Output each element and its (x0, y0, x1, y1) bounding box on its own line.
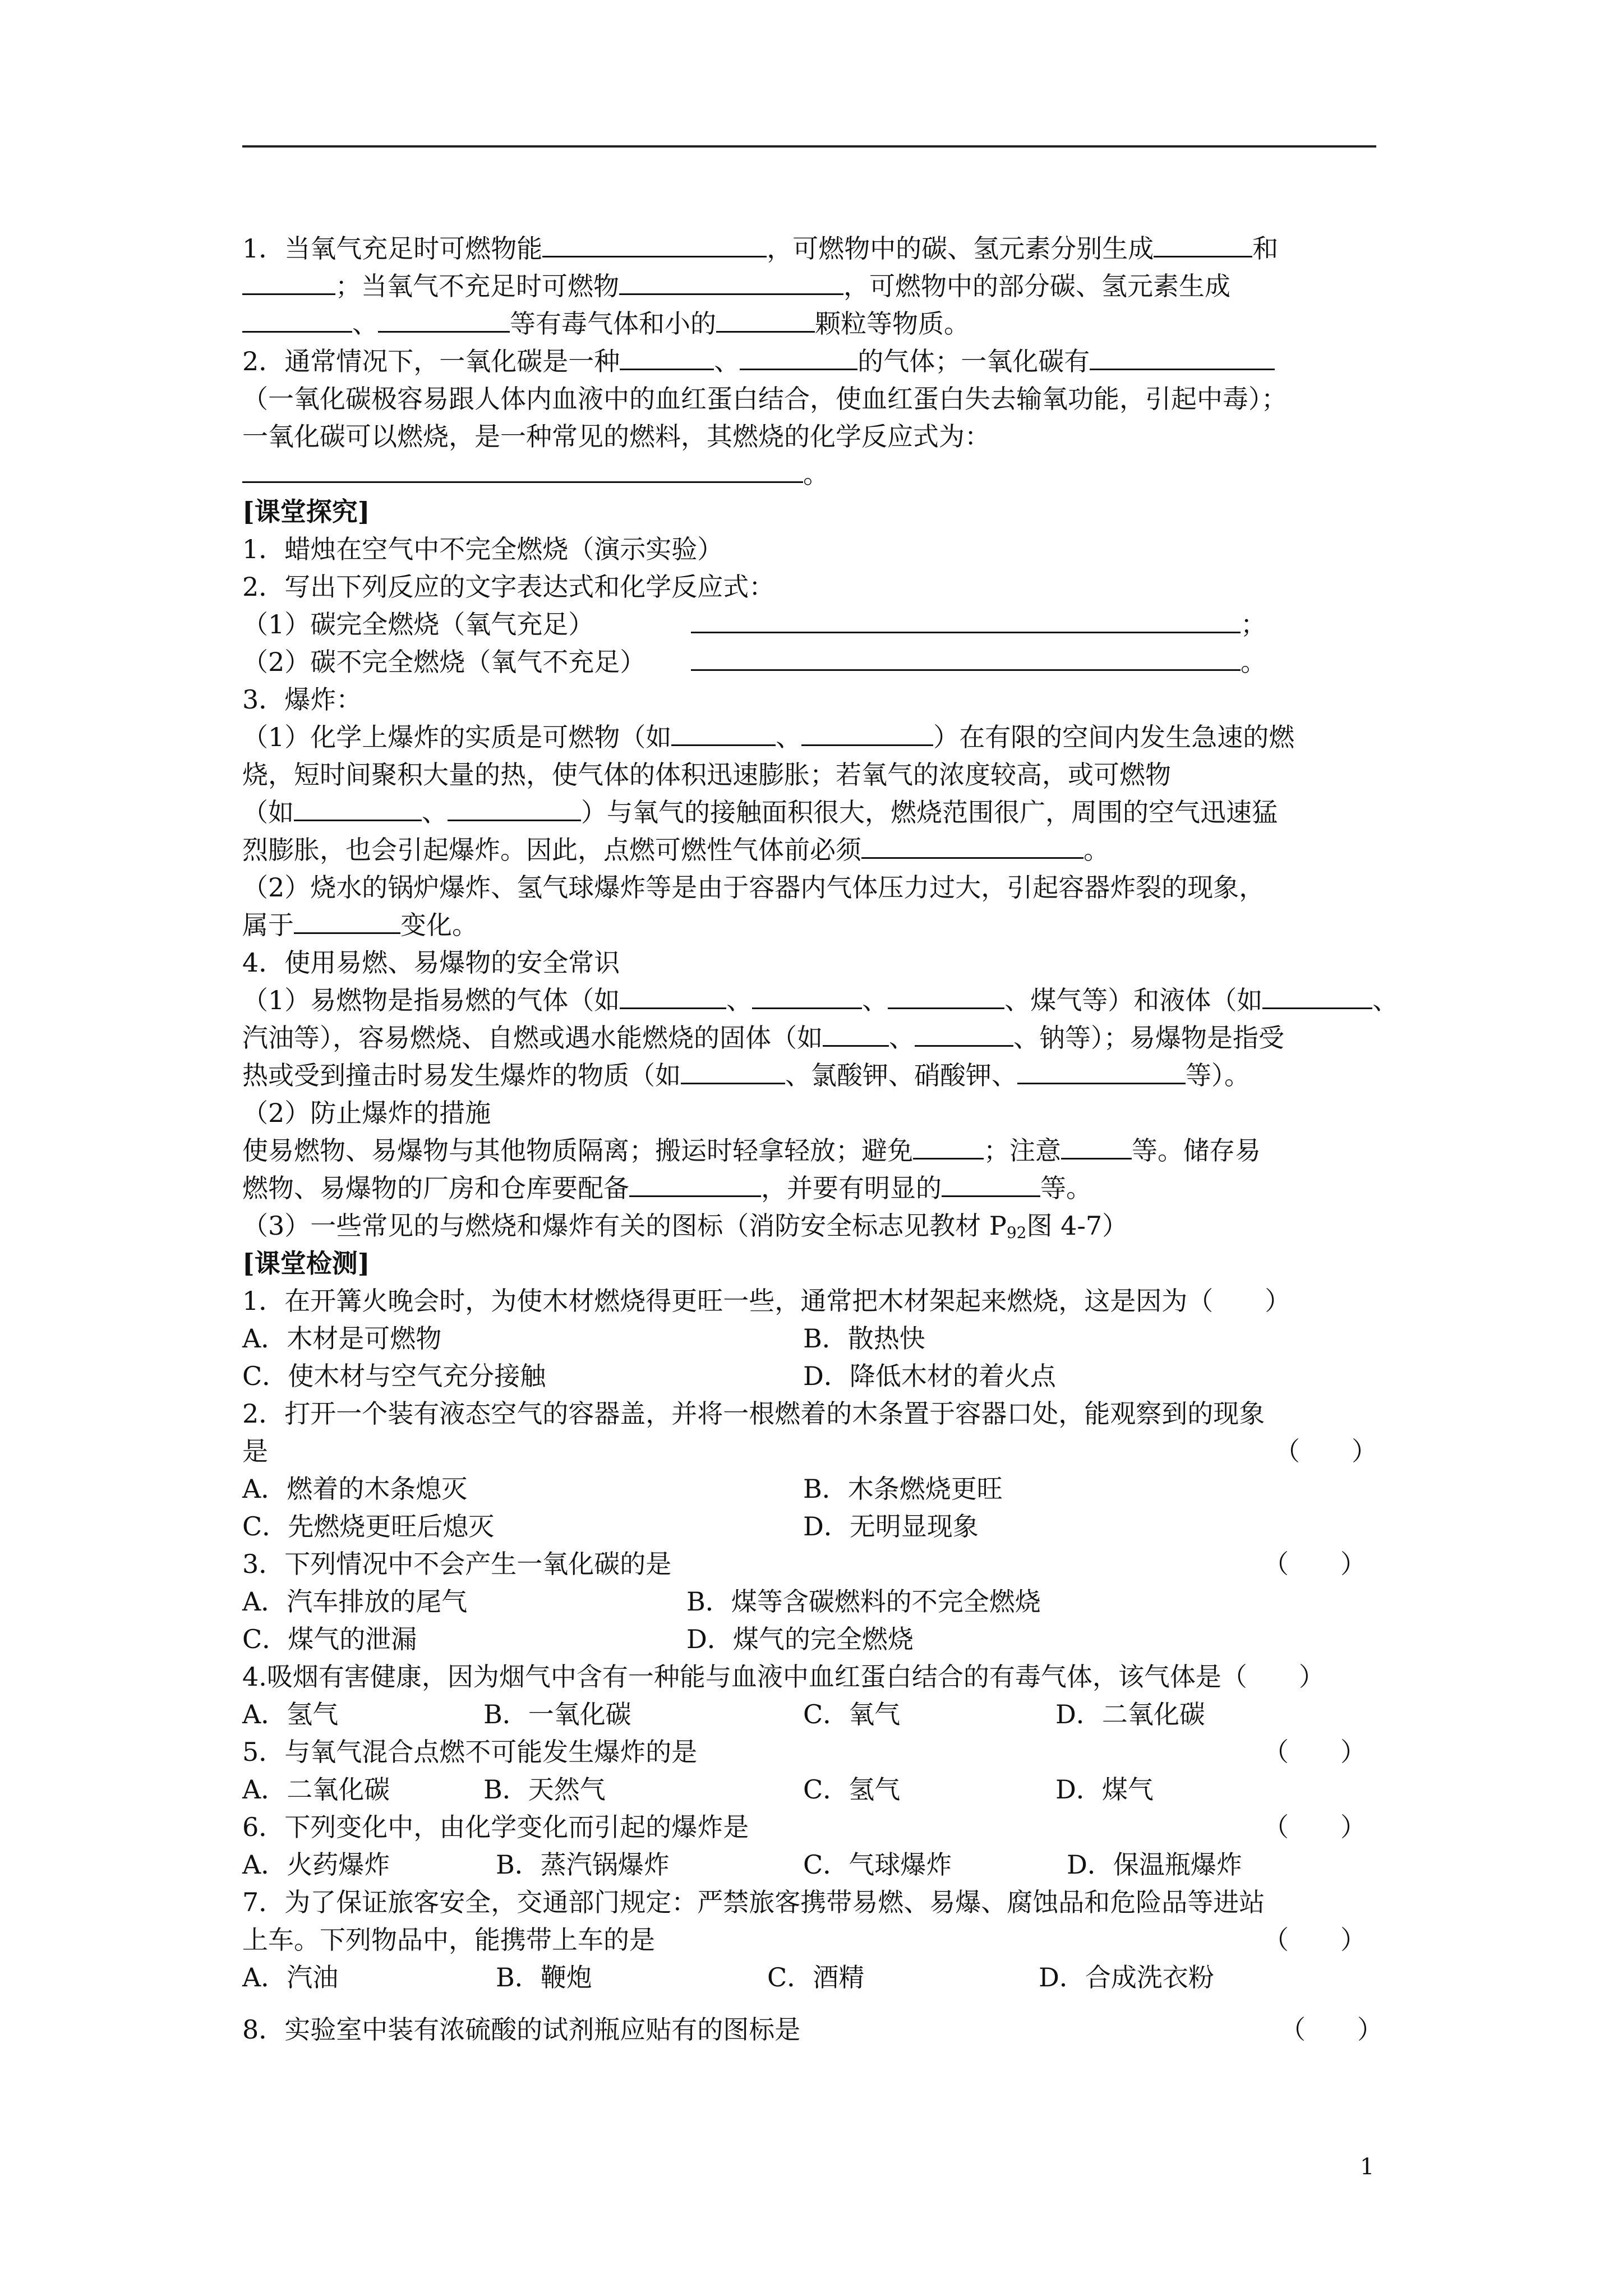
text: 。 (1083, 835, 1109, 865)
option-a[interactable]: A．汽油 (242, 1962, 339, 1993)
fill-blank[interactable] (671, 720, 776, 746)
text: 、钠等）；易爆物是指受 (1013, 1023, 1284, 1053)
text-line (242, 719, 1504, 756)
text-line (242, 455, 1504, 493)
text: 2．通常情况下，一氧化碳是一种 (242, 346, 620, 376)
text: 。 (1241, 647, 1266, 677)
fill-blank[interactable] (691, 607, 1241, 633)
text: 等。 (1040, 1173, 1092, 1203)
fill-blank[interactable] (294, 908, 400, 934)
text: 、氯酸钾、硝酸钾、 (785, 1060, 1017, 1091)
text: 。 (803, 459, 829, 489)
text: 的气体；一氧化碳有 (857, 346, 1090, 376)
fill-blank[interactable] (681, 1058, 785, 1084)
fill-blank[interactable] (448, 795, 581, 821)
text: （1）易燃物是指易燃的气体（如 (242, 985, 620, 1015)
text: 、 (726, 985, 753, 1015)
fill-blank[interactable] (620, 983, 726, 1009)
fill-blank[interactable] (542, 231, 767, 257)
text-line (242, 531, 1504, 568)
text-line (242, 305, 1504, 343)
fill-blank[interactable] (801, 720, 933, 746)
text-line (242, 1057, 1504, 1094)
option-b[interactable]: B．鞭炮 (496, 1962, 592, 1993)
page-number: 1 (1360, 2154, 1375, 2180)
text-line (242, 831, 1504, 869)
options-row (242, 1771, 1504, 1809)
text: 等。储存易 (1132, 1135, 1261, 1166)
option-b[interactable]: B．木条燃烧更旺 (803, 1474, 1003, 1504)
section-heading (242, 1245, 1504, 1282)
fill-blank[interactable] (942, 1171, 1040, 1197)
question (242, 2011, 1504, 2049)
answer-parentheses[interactable]: （ ） (1263, 1812, 1366, 1842)
text: 使易燃物、易爆物与其他物质隔离；搬运时轻拿轻放；避免 (242, 1135, 913, 1166)
text-line (242, 268, 1504, 305)
text: 2．写出下列反应的文字表达式和化学反应式： (242, 572, 775, 602)
question (242, 1433, 1504, 1470)
options-row (242, 1358, 1504, 1395)
option-a[interactable]: A．氢气 (242, 1699, 339, 1729)
text: 、 (352, 309, 378, 339)
text-line (242, 1170, 1504, 1207)
text: 等）。 (1186, 1060, 1250, 1091)
option-d[interactable]: D．二氧化碳 (1055, 1699, 1205, 1729)
text: 和 (1252, 233, 1279, 264)
question (242, 1545, 1504, 1583)
section-title: [课堂检测] (242, 1248, 370, 1278)
text: 颗粒等物质。 (815, 309, 970, 339)
question-text: 1．在开篝火晚会时，为使木材燃烧得更旺一些，通常把木材架起来燃烧，这是因为（ ） (242, 1286, 1291, 1316)
question-text: 5．与氧气混合点燃不可能发生爆炸的是 (242, 1737, 698, 1767)
question-text: 8．实验室中装有浓硫酸的试剂瓶应贴有的图标是 (242, 2014, 801, 2045)
option-b[interactable]: B．一氧化碳 (483, 1699, 631, 1729)
text: （如 (242, 797, 294, 827)
fill-blank[interactable] (915, 1020, 1013, 1047)
text: 、 (422, 797, 448, 827)
option-a[interactable]: A．木材是可燃物 (242, 1323, 442, 1354)
fill-blank[interactable] (619, 269, 843, 295)
question-text: 3．下列情况中不会产生一氧化碳的是 (242, 1549, 672, 1579)
text-line (242, 1094, 1504, 1132)
text: （2）烧水的锅炉爆炸、氢气球爆炸等是由于容器内气体压力过大，引起容器炸裂的现象， (242, 872, 1265, 903)
text: 烈膨胀，也会引起爆炸。因此，点燃可燃性气体前必须 (242, 835, 861, 865)
fill-blank[interactable] (861, 832, 1083, 859)
text-line (242, 343, 1504, 380)
answer-parentheses[interactable]: （ ） (1263, 1549, 1366, 1579)
option-c[interactable]: C．使木材与空气充分接触 (242, 1361, 546, 1391)
text: 、 (776, 722, 802, 752)
text: （一氧化碳极容易跟人体内血液中的血红蛋白结合，使血红蛋白失去输氧功能，引起中毒）； (242, 384, 1287, 414)
question (242, 1809, 1504, 1846)
option-d[interactable]: D．保温瓶爆炸 (1067, 1849, 1242, 1880)
text: 图 4-7） (1026, 1211, 1128, 1241)
text: ；注意 (984, 1135, 1061, 1166)
text: 烧，短时间聚积大量的热，使气体的体积迅速膨胀；若氧气的浓度较高，或可燃物 (242, 760, 1171, 790)
fill-blank[interactable] (888, 983, 1004, 1009)
fill-blank[interactable] (716, 306, 815, 333)
text: 1．蜡烛在空气中不完全燃烧（演示实验） (242, 534, 723, 564)
question-text: 6．下列变化中，由化学变化而引起的爆炸是 (242, 1812, 749, 1842)
option-b[interactable]: B．蒸汽锅爆炸 (496, 1849, 670, 1880)
fill-blank[interactable] (913, 1133, 984, 1159)
text: 、 (714, 346, 740, 376)
text: 、 (1372, 985, 1399, 1015)
option-c[interactable]: C．氧气 (803, 1699, 901, 1729)
option-a[interactable]: A．二氧化碳 (242, 1774, 390, 1805)
answer-parentheses[interactable]: （ ） (1263, 1737, 1366, 1767)
text-line (242, 756, 1504, 794)
text: 、 (862, 985, 888, 1015)
text: 4．使用易燃、易爆物的安全常识 (242, 947, 620, 978)
text: （2）防止爆炸的措施 (242, 1098, 491, 1128)
fill-blank[interactable] (620, 344, 714, 370)
question (242, 1658, 1504, 1696)
question (242, 1733, 1504, 1771)
text: 等有毒气体和小的 (510, 309, 716, 339)
text: ； (1241, 609, 1266, 639)
text: ，可燃物中的碳、氢元素分别生成 (767, 233, 1154, 264)
text: 热或受到撞击时易发生爆炸的物质（如 (242, 1060, 681, 1091)
fill-blank[interactable] (294, 795, 422, 821)
option-b[interactable]: B．散热快 (803, 1323, 925, 1354)
text-line (242, 606, 1504, 643)
options-row (242, 1470, 1504, 1508)
fill-blank[interactable] (1154, 231, 1252, 257)
text-line (242, 230, 1504, 268)
answer-parentheses[interactable]: （ ） (1274, 1436, 1377, 1466)
question-text: 2．打开一个装有液态空气的容器盖，并将一根燃着的木条置于容器口处，能观察到的现象 (242, 1398, 1265, 1429)
text-line (242, 982, 1504, 1019)
option-d[interactable]: D．降低木材的着火点 (803, 1361, 1056, 1391)
fill-blank[interactable] (1090, 344, 1275, 370)
text: （1）化学上爆炸的实质是可燃物（如 (242, 722, 672, 752)
option-d[interactable]: D．煤气的完全燃烧 (686, 1624, 914, 1654)
page-subscript: 92 (1006, 1223, 1027, 1242)
option-c[interactable]: C．氢气 (803, 1774, 901, 1805)
question (242, 1921, 1504, 1959)
text-line (242, 869, 1504, 907)
section-heading (242, 493, 1504, 531)
text: 燃物、易爆物的厂房和仓库要配备 (242, 1173, 629, 1203)
text: 一氧化碳可以燃烧，是一种常见的燃料，其燃烧的化学反应式为： (242, 421, 990, 452)
options-row (242, 1508, 1504, 1545)
text: 属于 (242, 910, 294, 940)
options-row (242, 1846, 1504, 1884)
question-text: 7．为了保证旅客安全，交通部门规定：严禁旅客携带易燃、易爆、腐蚀品和危险品等进站 (242, 1887, 1265, 1917)
text-line (242, 1132, 1504, 1170)
text: ）与氧气的接触面积很大，燃烧范围很广，周围的空气迅速猛 (581, 797, 1278, 827)
option-a[interactable]: A．汽车排放的尾气 (242, 1586, 468, 1617)
text-line (242, 907, 1504, 944)
options-row (242, 1621, 1504, 1658)
worksheet-body (242, 230, 1504, 2049)
text-line (242, 568, 1504, 606)
options-row (242, 1696, 1504, 1733)
option-a[interactable]: A．燃着的木条熄灭 (242, 1474, 468, 1504)
text: 变化。 (400, 910, 478, 940)
text: 1．当氧气充足时可燃物能 (242, 233, 543, 264)
question (242, 1395, 1504, 1433)
answer-parentheses[interactable]: （ ） (1280, 2014, 1383, 2045)
text-line (242, 944, 1504, 982)
option-d[interactable]: D．无明显现象 (803, 1511, 979, 1542)
fill-blank[interactable] (740, 344, 857, 370)
options-row (242, 1959, 1504, 1996)
text: （2）碳不完全燃烧（氧气不充足） (242, 647, 646, 677)
text-line (242, 643, 1504, 681)
fill-blank[interactable] (752, 983, 862, 1009)
text-line (242, 380, 1504, 418)
options-row (242, 1583, 1504, 1621)
text: （1）碳完全燃烧（氧气充足） (242, 609, 594, 639)
fill-blank[interactable] (242, 457, 803, 483)
option-b[interactable]: B．煤等含碳燃料的不完全燃烧 (686, 1586, 1041, 1617)
text: ）在有限的空间内发生急速的燃 (933, 722, 1295, 752)
fill-blank[interactable] (1262, 983, 1372, 1009)
option-c[interactable]: C．气球爆炸 (803, 1849, 952, 1880)
fill-blank[interactable] (242, 269, 335, 295)
option-c[interactable]: C．煤气的泄漏 (242, 1624, 417, 1654)
fill-blank[interactable] (823, 1020, 889, 1047)
fill-blank[interactable] (691, 645, 1241, 671)
option-d[interactable]: D．合成洗衣粉 (1039, 1962, 1214, 1993)
option-b[interactable]: B．天然气 (483, 1774, 606, 1805)
text: 汽油等），容易燃烧、自燃或遇水能燃烧的固体（如 (242, 1023, 823, 1053)
option-c[interactable]: C．酒精 (767, 1962, 865, 1993)
text-line (242, 418, 1504, 455)
fill-blank[interactable] (242, 306, 352, 333)
text: 、 (889, 1023, 915, 1053)
text: ；当氧气不充足时可燃物 (335, 271, 619, 301)
text: 3．爆炸： (242, 684, 362, 715)
fill-blank[interactable] (1061, 1133, 1132, 1159)
options-row (242, 1320, 1504, 1358)
question (242, 1884, 1504, 1921)
section-title: [课堂探究] (242, 496, 370, 527)
answer-parentheses[interactable]: （ ） (1263, 1925, 1366, 1955)
fill-blank[interactable] (629, 1171, 761, 1197)
option-d[interactable]: D．煤气 (1055, 1774, 1154, 1805)
text: ，并要有明显的 (761, 1173, 942, 1203)
text-line (242, 681, 1504, 719)
text: 、煤气等）和液体（如 (1004, 985, 1263, 1015)
text-line (242, 794, 1504, 831)
header-rule (242, 145, 1376, 148)
question-text: 4.吸烟有害健康，因为烟气中含有一种能与血液中血红蛋白结合的有毒气体，该气体是（ ） (242, 1662, 1325, 1692)
option-a[interactable]: A．火药爆炸 (242, 1849, 390, 1880)
fill-blank[interactable] (1017, 1058, 1186, 1084)
text-line (242, 1019, 1504, 1057)
fill-blank[interactable] (378, 306, 510, 333)
text: （3）一些常见的与燃烧和爆炸有关的图标（消防安全标志见教材 P (242, 1211, 1007, 1241)
question (242, 1282, 1504, 1320)
option-c[interactable]: C．先燃烧更旺后熄灭 (242, 1511, 495, 1542)
text-line (242, 1207, 1504, 1245)
question-text: 是 (242, 1436, 268, 1466)
question-text: 上车。下列物品中，能携带上车的是 (242, 1925, 655, 1955)
text: ，可燃物中的部分碳、氢元素生成 (843, 271, 1230, 301)
